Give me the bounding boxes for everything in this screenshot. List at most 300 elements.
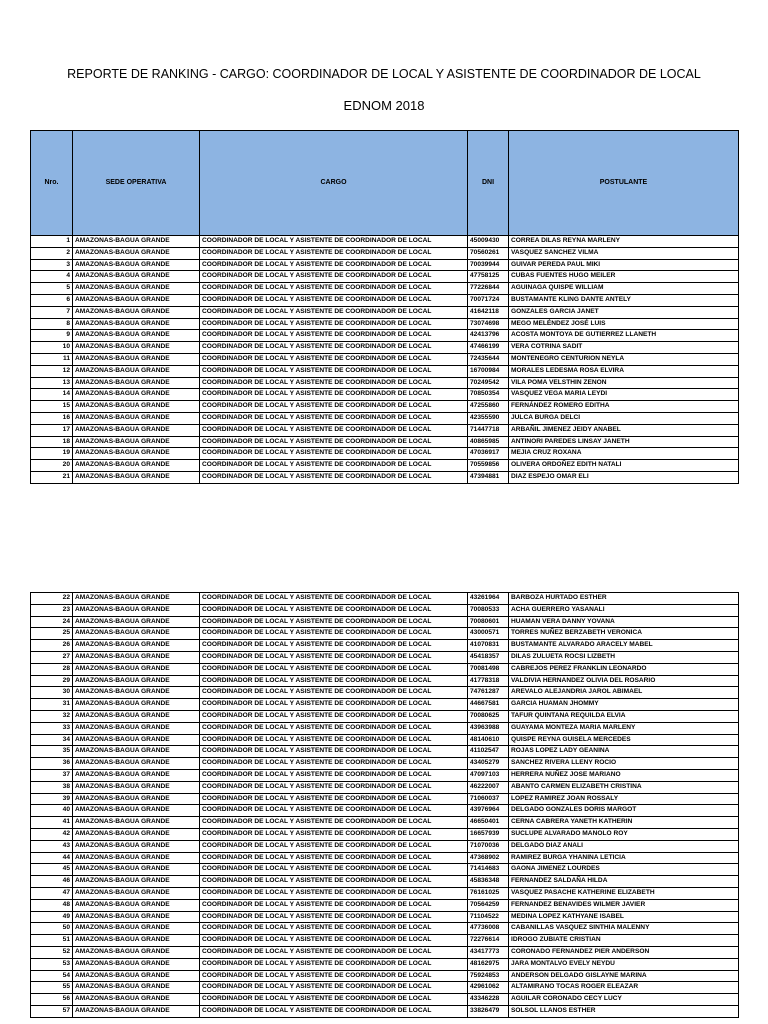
row-postulante: RAMIREZ BURGA YHANINA LETICIA	[509, 852, 739, 864]
row-sede: AMAZONAS-BAGUA GRANDE	[73, 923, 200, 935]
row-number: 57	[31, 1005, 73, 1017]
row-dni: 45418357	[468, 651, 509, 663]
row-cargo: COORDINADOR DE LOCAL Y ASISTENTE DE COORDINADOR DE LOCAL	[200, 651, 468, 663]
row-dni: 47368902	[468, 852, 509, 864]
table-row	[31, 852, 739, 864]
table-row	[31, 283, 739, 295]
row-number: 33	[31, 722, 73, 734]
row-number: 28	[31, 663, 73, 675]
row-postulante: GARCIA HUAMAN JHOMMY	[509, 699, 739, 711]
row-cargo: COORDINADOR DE LOCAL Y ASISTENTE DE COORDINADOR DE LOCAL	[200, 958, 468, 970]
row-postulante: FERNANDEZ BENAVIDES WILMER JAVIER	[509, 899, 739, 911]
row-cargo: COORDINADOR DE LOCAL Y ASISTENTE DE COORDINADOR DE LOCAL	[200, 828, 468, 840]
row-cargo: COORDINADOR DE LOCAL Y ASISTENTE DE COORDINADOR DE LOCAL	[200, 330, 468, 342]
row-cargo: COORDINADOR DE LOCAL Y ASISTENTE DE COORDINADOR DE LOCAL	[200, 663, 468, 675]
row-sede: AMAZONAS-BAGUA GRANDE	[73, 887, 200, 899]
table-row	[31, 651, 739, 663]
row-postulante: CABREJOS PEREZ FRANKLIN LEONARDO	[509, 663, 739, 675]
row-sede: AMAZONAS-BAGUA GRANDE	[73, 604, 200, 616]
row-postulante: BARBOZA HURTADO ESTHER	[509, 593, 739, 605]
row-postulante: BUSTAMANTE ALVARADO ARACELY MABEL	[509, 640, 739, 652]
row-dni: 41070831	[468, 640, 509, 652]
table-header-row	[31, 131, 739, 236]
table-row	[31, 628, 739, 640]
report-subtitle: EDNOM 2018	[343, 98, 425, 113]
table-row	[31, 318, 739, 330]
row-cargo: COORDINADOR DE LOCAL Y ASISTENTE DE COORDINADOR DE LOCAL	[200, 365, 468, 377]
row-sede: AMAZONAS-BAGUA GRANDE	[73, 401, 200, 413]
table-row	[31, 247, 739, 259]
row-sede: AMAZONAS-BAGUA GRANDE	[73, 389, 200, 401]
table-body-2	[31, 593, 739, 1018]
row-cargo: COORDINADOR DE LOCAL Y ASISTENTE DE COORDINADOR DE LOCAL	[200, 876, 468, 888]
row-number: 50	[31, 923, 73, 935]
row-sede: AMAZONAS-BAGUA GRANDE	[73, 377, 200, 389]
header-postulante: POSTULANTE	[509, 131, 739, 236]
table-row	[31, 389, 739, 401]
row-sede: AMAZONAS-BAGUA GRANDE	[73, 675, 200, 687]
row-postulante: DIAZ ESPEJO OMAR ELI	[509, 471, 739, 483]
row-dni: 71447718	[468, 424, 509, 436]
row-dni: 47394881	[468, 471, 509, 483]
table-row	[31, 460, 739, 472]
row-cargo: COORDINADOR DE LOCAL Y ASISTENTE DE COORDINADOR DE LOCAL	[200, 271, 468, 283]
row-cargo: COORDINADOR DE LOCAL Y ASISTENTE DE COORDINADOR DE LOCAL	[200, 699, 468, 711]
row-sede: AMAZONAS-BAGUA GRANDE	[73, 911, 200, 923]
row-sede: AMAZONAS-BAGUA GRANDE	[73, 365, 200, 377]
row-number: 43	[31, 840, 73, 852]
row-cargo: COORDINADOR DE LOCAL Y ASISTENTE DE COORDINADOR DE LOCAL	[200, 946, 468, 958]
row-number: 10	[31, 342, 73, 354]
row-postulante: MORALES LEDESMA ROSA ELVIRA	[509, 365, 739, 377]
row-sede: AMAZONAS-BAGUA GRANDE	[73, 236, 200, 248]
row-cargo: COORDINADOR DE LOCAL Y ASISTENTE DE COORDINADOR DE LOCAL	[200, 1005, 468, 1017]
row-dni: 43405279	[468, 758, 509, 770]
row-cargo: COORDINADOR DE LOCAL Y ASISTENTE DE COORDINADOR DE LOCAL	[200, 424, 468, 436]
header-sede: SEDE OPERATIVA	[73, 131, 200, 236]
row-number: 1	[31, 236, 73, 248]
row-sede: AMAZONAS-BAGUA GRANDE	[73, 828, 200, 840]
row-cargo: COORDINADOR DE LOCAL Y ASISTENTE DE COORDINADOR DE LOCAL	[200, 769, 468, 781]
row-number: 37	[31, 769, 73, 781]
row-number: 35	[31, 746, 73, 758]
row-cargo: COORDINADOR DE LOCAL Y ASISTENTE DE COORDINADOR DE LOCAL	[200, 604, 468, 616]
row-number: 7	[31, 306, 73, 318]
row-dni: 40865985	[468, 436, 509, 448]
row-sede: AMAZONAS-BAGUA GRANDE	[73, 663, 200, 675]
row-number: 3	[31, 259, 73, 271]
row-number: 40	[31, 805, 73, 817]
table-row	[31, 923, 739, 935]
row-postulante: VERA COTRINA SADIT	[509, 342, 739, 354]
row-dni: 77226844	[468, 283, 509, 295]
row-cargo: COORDINADOR DE LOCAL Y ASISTENTE DE COORDINADOR DE LOCAL	[200, 746, 468, 758]
row-sede: AMAZONAS-BAGUA GRANDE	[73, 283, 200, 295]
row-sede: AMAZONAS-BAGUA GRANDE	[73, 710, 200, 722]
row-postulante: MEDINA LOPEZ KATHYANE ISABEL	[509, 911, 739, 923]
table-row	[31, 840, 739, 852]
row-dni: 44667581	[468, 699, 509, 711]
row-sede: AMAZONAS-BAGUA GRANDE	[73, 306, 200, 318]
table-row	[31, 958, 739, 970]
row-dni: 71104522	[468, 911, 509, 923]
row-dni: 46222007	[468, 781, 509, 793]
table-row	[31, 710, 739, 722]
row-sede: AMAZONAS-BAGUA GRANDE	[73, 946, 200, 958]
row-number: 54	[31, 970, 73, 982]
row-dni: 71070036	[468, 840, 509, 852]
row-sede: AMAZONAS-BAGUA GRANDE	[73, 318, 200, 330]
row-cargo: COORDINADOR DE LOCAL Y ASISTENTE DE COORDINADOR DE LOCAL	[200, 436, 468, 448]
header-dni: DNI	[468, 131, 509, 236]
row-postulante: ACOSTA MONTOYA DE GUTIERREZ LLANETH	[509, 330, 739, 342]
row-dni: 43000571	[468, 628, 509, 640]
table-row	[31, 781, 739, 793]
table-row	[31, 793, 739, 805]
row-cargo: COORDINADOR DE LOCAL Y ASISTENTE DE COORDINADOR DE LOCAL	[200, 781, 468, 793]
row-dni: 42413796	[468, 330, 509, 342]
row-number: 49	[31, 911, 73, 923]
row-postulante: CABANILLAS VASQUEZ SINTHIA MALENNY	[509, 923, 739, 935]
table-row	[31, 935, 739, 947]
row-postulante: ARBAÑIL JIMENEZ JEIDY ANABEL	[509, 424, 739, 436]
table-row	[31, 330, 739, 342]
row-sede: AMAZONAS-BAGUA GRANDE	[73, 294, 200, 306]
row-postulante: FERNÁNDEZ ROMERO EDITHA	[509, 401, 739, 413]
row-number: 5	[31, 283, 73, 295]
row-sede: AMAZONAS-BAGUA GRANDE	[73, 970, 200, 982]
row-dni: 70071724	[468, 294, 509, 306]
table-row	[31, 593, 739, 605]
row-dni: 73074698	[468, 318, 509, 330]
row-number: 44	[31, 852, 73, 864]
row-number: 13	[31, 377, 73, 389]
row-dni: 72276614	[468, 935, 509, 947]
row-dni: 70080533	[468, 604, 509, 616]
row-postulante: GAONA JIMENEZ LOURDES	[509, 864, 739, 876]
row-sede: AMAZONAS-BAGUA GRANDE	[73, 616, 200, 628]
row-postulante: BUSTAMANTE KLING DANTE ANTELY	[509, 294, 739, 306]
table-row	[31, 994, 739, 1006]
row-dni: 16700984	[468, 365, 509, 377]
row-dni: 42961062	[468, 982, 509, 994]
row-dni: 47736008	[468, 923, 509, 935]
row-number: 53	[31, 958, 73, 970]
row-dni: 43417773	[468, 946, 509, 958]
row-number: 34	[31, 734, 73, 746]
row-postulante: SUCLUPE ALVARADO MANOLO ROY	[509, 828, 739, 840]
row-number: 45	[31, 864, 73, 876]
row-postulante: ANTINORI PAREDES LINSAY JANETH	[509, 436, 739, 448]
row-dni: 47758125	[468, 271, 509, 283]
row-dni: 41102547	[468, 746, 509, 758]
row-sede: AMAZONAS-BAGUA GRANDE	[73, 876, 200, 888]
row-number: 16	[31, 412, 73, 424]
row-sede: AMAZONAS-BAGUA GRANDE	[73, 342, 200, 354]
row-sede: AMAZONAS-BAGUA GRANDE	[73, 699, 200, 711]
row-postulante: VASQUEZ VEGA MARIA LEYDI	[509, 389, 739, 401]
table-row	[31, 271, 739, 283]
table-row	[31, 365, 739, 377]
row-number: 55	[31, 982, 73, 994]
row-number: 41	[31, 817, 73, 829]
header-cargo: CARGO	[200, 131, 468, 236]
table-row	[31, 353, 739, 365]
table-row	[31, 616, 739, 628]
table-row	[31, 911, 739, 923]
row-dni: 43963988	[468, 722, 509, 734]
row-sede: AMAZONAS-BAGUA GRANDE	[73, 247, 200, 259]
row-number: 22	[31, 593, 73, 605]
table-row	[31, 377, 739, 389]
row-number: 42	[31, 828, 73, 840]
row-cargo: COORDINADOR DE LOCAL Y ASISTENTE DE COORDINADOR DE LOCAL	[200, 448, 468, 460]
row-sede: AMAZONAS-BAGUA GRANDE	[73, 593, 200, 605]
table-row	[31, 471, 739, 483]
row-number: 30	[31, 687, 73, 699]
row-dni: 41778318	[468, 675, 509, 687]
table-row	[31, 663, 739, 675]
row-cargo: COORDINADOR DE LOCAL Y ASISTENTE DE COORDINADOR DE LOCAL	[200, 722, 468, 734]
row-postulante: AGUILAR CORONADO CECY LUCY	[509, 994, 739, 1006]
row-dni: 70850354	[468, 389, 509, 401]
row-postulante: VASQUEZ SANCHEZ VILMA	[509, 247, 739, 259]
row-dni: 46650401	[468, 817, 509, 829]
row-postulante: GUAYAMA MONTEZA MARIA MARLENY	[509, 722, 739, 734]
row-number: 4	[31, 271, 73, 283]
row-cargo: COORDINADOR DE LOCAL Y ASISTENTE DE COORDINADOR DE LOCAL	[200, 236, 468, 248]
row-sede: AMAZONAS-BAGUA GRANDE	[73, 353, 200, 365]
row-sede: AMAZONAS-BAGUA GRANDE	[73, 805, 200, 817]
table-row	[31, 424, 739, 436]
ranking-table-1	[30, 130, 739, 484]
row-sede: AMAZONAS-BAGUA GRANDE	[73, 722, 200, 734]
row-number: 24	[31, 616, 73, 628]
row-cargo: COORDINADOR DE LOCAL Y ASISTENTE DE COORDINADOR DE LOCAL	[200, 283, 468, 295]
row-cargo: COORDINADOR DE LOCAL Y ASISTENTE DE COORDINADOR DE LOCAL	[200, 259, 468, 271]
table-row	[31, 899, 739, 911]
row-sede: AMAZONAS-BAGUA GRANDE	[73, 1005, 200, 1017]
row-postulante: MONTENEGRO CENTURION NEYLA	[509, 353, 739, 365]
row-postulante: AREVALO ALEJANDRIA JAROL ABIMAEL	[509, 687, 739, 699]
table-row	[31, 817, 739, 829]
table-row	[31, 604, 739, 616]
table-row	[31, 306, 739, 318]
table-row	[31, 236, 739, 248]
row-postulante: IDROGO ZUBIATE CRISTIAN	[509, 935, 739, 947]
row-number: 20	[31, 460, 73, 472]
row-dni: 48140610	[468, 734, 509, 746]
table-row	[31, 758, 739, 770]
row-cargo: COORDINADOR DE LOCAL Y ASISTENTE DE COORDINADOR DE LOCAL	[200, 616, 468, 628]
row-sede: AMAZONAS-BAGUA GRANDE	[73, 769, 200, 781]
row-dni: 71414683	[468, 864, 509, 876]
row-number: 56	[31, 994, 73, 1006]
row-number: 46	[31, 876, 73, 888]
table-row	[31, 746, 739, 758]
row-dni: 43261964	[468, 593, 509, 605]
table-row	[31, 982, 739, 994]
row-postulante: CUBAS FUENTES HUGO MEILER	[509, 271, 739, 283]
row-postulante: JARA MONTALVO EVELY NEYDU	[509, 958, 739, 970]
row-dni: 70081498	[468, 663, 509, 675]
table-row	[31, 876, 739, 888]
row-dni: 72435644	[468, 353, 509, 365]
row-number: 17	[31, 424, 73, 436]
row-cargo: COORDINADOR DE LOCAL Y ASISTENTE DE COORDINADOR DE LOCAL	[200, 970, 468, 982]
row-dni: 70080601	[468, 616, 509, 628]
row-sede: AMAZONAS-BAGUA GRANDE	[73, 424, 200, 436]
row-cargo: COORDINADOR DE LOCAL Y ASISTENTE DE COORDINADOR DE LOCAL	[200, 389, 468, 401]
row-postulante: SOLSOL LLANOS ESTHER	[509, 1005, 739, 1017]
row-number: 32	[31, 710, 73, 722]
row-cargo: COORDINADOR DE LOCAL Y ASISTENTE DE COORDINADOR DE LOCAL	[200, 628, 468, 640]
row-dni: 75924853	[468, 970, 509, 982]
row-number: 48	[31, 899, 73, 911]
row-dni: 47036917	[468, 448, 509, 460]
row-cargo: COORDINADOR DE LOCAL Y ASISTENTE DE COORDINADOR DE LOCAL	[200, 294, 468, 306]
row-cargo: COORDINADOR DE LOCAL Y ASISTENTE DE COORDINADOR DE LOCAL	[200, 675, 468, 687]
row-number: 15	[31, 401, 73, 413]
row-dni: 41642118	[468, 306, 509, 318]
row-postulante: TAFUR QUINTANA REQUILDA ELVIA	[509, 710, 739, 722]
row-postulante: MEGO MELÉNDEZ JOSÉ LUIS	[509, 318, 739, 330]
row-dni: 70249542	[468, 377, 509, 389]
table-row	[31, 805, 739, 817]
row-sede: AMAZONAS-BAGUA GRANDE	[73, 781, 200, 793]
table-row	[31, 734, 739, 746]
table-row	[31, 342, 739, 354]
row-cargo: COORDINADOR DE LOCAL Y ASISTENTE DE COORDINADOR DE LOCAL	[200, 817, 468, 829]
row-dni: 70080625	[468, 710, 509, 722]
row-cargo: COORDINADOR DE LOCAL Y ASISTENTE DE COORDINADOR DE LOCAL	[200, 318, 468, 330]
row-dni: 45836348	[468, 876, 509, 888]
row-cargo: COORDINADOR DE LOCAL Y ASISTENTE DE COORDINADOR DE LOCAL	[200, 247, 468, 259]
row-sede: AMAZONAS-BAGUA GRANDE	[73, 448, 200, 460]
row-number: 14	[31, 389, 73, 401]
row-cargo: COORDINADOR DE LOCAL Y ASISTENTE DE COORDINADOR DE LOCAL	[200, 377, 468, 389]
row-number: 39	[31, 793, 73, 805]
row-cargo: COORDINADOR DE LOCAL Y ASISTENTE DE COORDINADOR DE LOCAL	[200, 687, 468, 699]
table-row	[31, 864, 739, 876]
ranking-table-2	[30, 592, 739, 1018]
row-dni: 33826479	[468, 1005, 509, 1017]
header-nro: Nro.	[31, 131, 73, 236]
row-cargo: COORDINADOR DE LOCAL Y ASISTENTE DE COORDINADOR DE LOCAL	[200, 899, 468, 911]
row-number: 2	[31, 247, 73, 259]
row-cargo: COORDINADOR DE LOCAL Y ASISTENTE DE COORDINADOR DE LOCAL	[200, 353, 468, 365]
row-postulante: VASQUEZ PASACHE KATHERINE ELIZABETH	[509, 887, 739, 899]
table-row	[31, 1005, 739, 1017]
row-cargo: COORDINADOR DE LOCAL Y ASISTENTE DE COORDINADOR DE LOCAL	[200, 793, 468, 805]
row-cargo: COORDINADOR DE LOCAL Y ASISTENTE DE COORDINADOR DE LOCAL	[200, 342, 468, 354]
table-row	[31, 946, 739, 958]
row-postulante: SANCHEZ RIVERA LLENY ROCIO	[509, 758, 739, 770]
row-postulante: VALDIVIA HERNANDEZ OLIVIA DEL ROSARIO	[509, 675, 739, 687]
row-cargo: COORDINADOR DE LOCAL Y ASISTENTE DE COORDINADOR DE LOCAL	[200, 994, 468, 1006]
table-row	[31, 722, 739, 734]
row-postulante: MEJIA CRUZ ROXANA	[509, 448, 739, 460]
row-cargo: COORDINADOR DE LOCAL Y ASISTENTE DE COORDINADOR DE LOCAL	[200, 923, 468, 935]
row-dni: 43346228	[468, 994, 509, 1006]
row-sede: AMAZONAS-BAGUA GRANDE	[73, 628, 200, 640]
row-dni: 45009430	[468, 236, 509, 248]
row-sede: AMAZONAS-BAGUA GRANDE	[73, 330, 200, 342]
row-dni: 70564259	[468, 899, 509, 911]
row-number: 19	[31, 448, 73, 460]
row-number: 11	[31, 353, 73, 365]
row-postulante: CORONADO FERNANDEZ PIER ANDERSON	[509, 946, 739, 958]
table-row	[31, 412, 739, 424]
row-sede: AMAZONAS-BAGUA GRANDE	[73, 259, 200, 271]
row-postulante: FERNANDEZ SALDAÑA HILDA	[509, 876, 739, 888]
row-number: 8	[31, 318, 73, 330]
row-dni: 43976964	[468, 805, 509, 817]
row-sede: AMAZONAS-BAGUA GRANDE	[73, 899, 200, 911]
row-number: 52	[31, 946, 73, 958]
row-dni: 16657939	[468, 828, 509, 840]
row-postulante: GONZALES GARCIA JANET	[509, 306, 739, 318]
row-sede: AMAZONAS-BAGUA GRANDE	[73, 982, 200, 994]
row-sede: AMAZONAS-BAGUA GRANDE	[73, 935, 200, 947]
row-cargo: COORDINADOR DE LOCAL Y ASISTENTE DE COORDINADOR DE LOCAL	[200, 864, 468, 876]
row-postulante: LOPEZ RAMIREZ JOAN ROSSALY	[509, 793, 739, 805]
row-sede: AMAZONAS-BAGUA GRANDE	[73, 817, 200, 829]
row-cargo: COORDINADOR DE LOCAL Y ASISTENTE DE COORDINADOR DE LOCAL	[200, 805, 468, 817]
table-row	[31, 259, 739, 271]
row-postulante: CERNA CABRERA YANETH KATHERIN	[509, 817, 739, 829]
table-row	[31, 687, 739, 699]
row-sede: AMAZONAS-BAGUA GRANDE	[73, 758, 200, 770]
row-dni: 47255860	[468, 401, 509, 413]
row-postulante: HERRERA NUÑEZ JOSE MARIANO	[509, 769, 739, 781]
row-postulante: TORRES NUÑEZ BERZABETH VERONICA	[509, 628, 739, 640]
row-sede: AMAZONAS-BAGUA GRANDE	[73, 840, 200, 852]
row-postulante: JULCA BURGA DELCI	[509, 412, 739, 424]
table-row	[31, 294, 739, 306]
row-dni: 74761287	[468, 687, 509, 699]
row-postulante: ABANTO CARMEN ELIZABETH CRISTINA	[509, 781, 739, 793]
row-sede: AMAZONAS-BAGUA GRANDE	[73, 852, 200, 864]
table-row	[31, 675, 739, 687]
row-sede: AMAZONAS-BAGUA GRANDE	[73, 864, 200, 876]
row-postulante: DELGADO GONZALES DORIS MARGOT	[509, 805, 739, 817]
table-row	[31, 769, 739, 781]
table-row	[31, 699, 739, 711]
row-postulante: ACHA GUERRERO YASANALI	[509, 604, 739, 616]
row-number: 51	[31, 935, 73, 947]
row-number: 6	[31, 294, 73, 306]
row-cargo: COORDINADOR DE LOCAL Y ASISTENTE DE COORDINADOR DE LOCAL	[200, 401, 468, 413]
table-row	[31, 448, 739, 460]
row-cargo: COORDINADOR DE LOCAL Y ASISTENTE DE COORDINADOR DE LOCAL	[200, 887, 468, 899]
row-sede: AMAZONAS-BAGUA GRANDE	[73, 460, 200, 472]
row-postulante: OLIVERA ORDOÑEZ EDITH NATALI	[509, 460, 739, 472]
table-row	[31, 401, 739, 413]
row-cargo: COORDINADOR DE LOCAL Y ASISTENTE DE COORDINADOR DE LOCAL	[200, 306, 468, 318]
row-cargo: COORDINADOR DE LOCAL Y ASISTENTE DE COORDINADOR DE LOCAL	[200, 758, 468, 770]
row-sede: AMAZONAS-BAGUA GRANDE	[73, 412, 200, 424]
row-postulante: GUIVAR PEREDA PAUL MIKI	[509, 259, 739, 271]
row-postulante: ALTAMIRANO TOCAS ROGER ELEAZAR	[509, 982, 739, 994]
row-number: 38	[31, 781, 73, 793]
row-dni: 42355590	[468, 412, 509, 424]
row-number: 12	[31, 365, 73, 377]
row-postulante: ROJAS LOPEZ LADY GEANINA	[509, 746, 739, 758]
row-dni: 47097103	[468, 769, 509, 781]
row-dni: 47466199	[468, 342, 509, 354]
row-dni: 48162975	[468, 958, 509, 970]
